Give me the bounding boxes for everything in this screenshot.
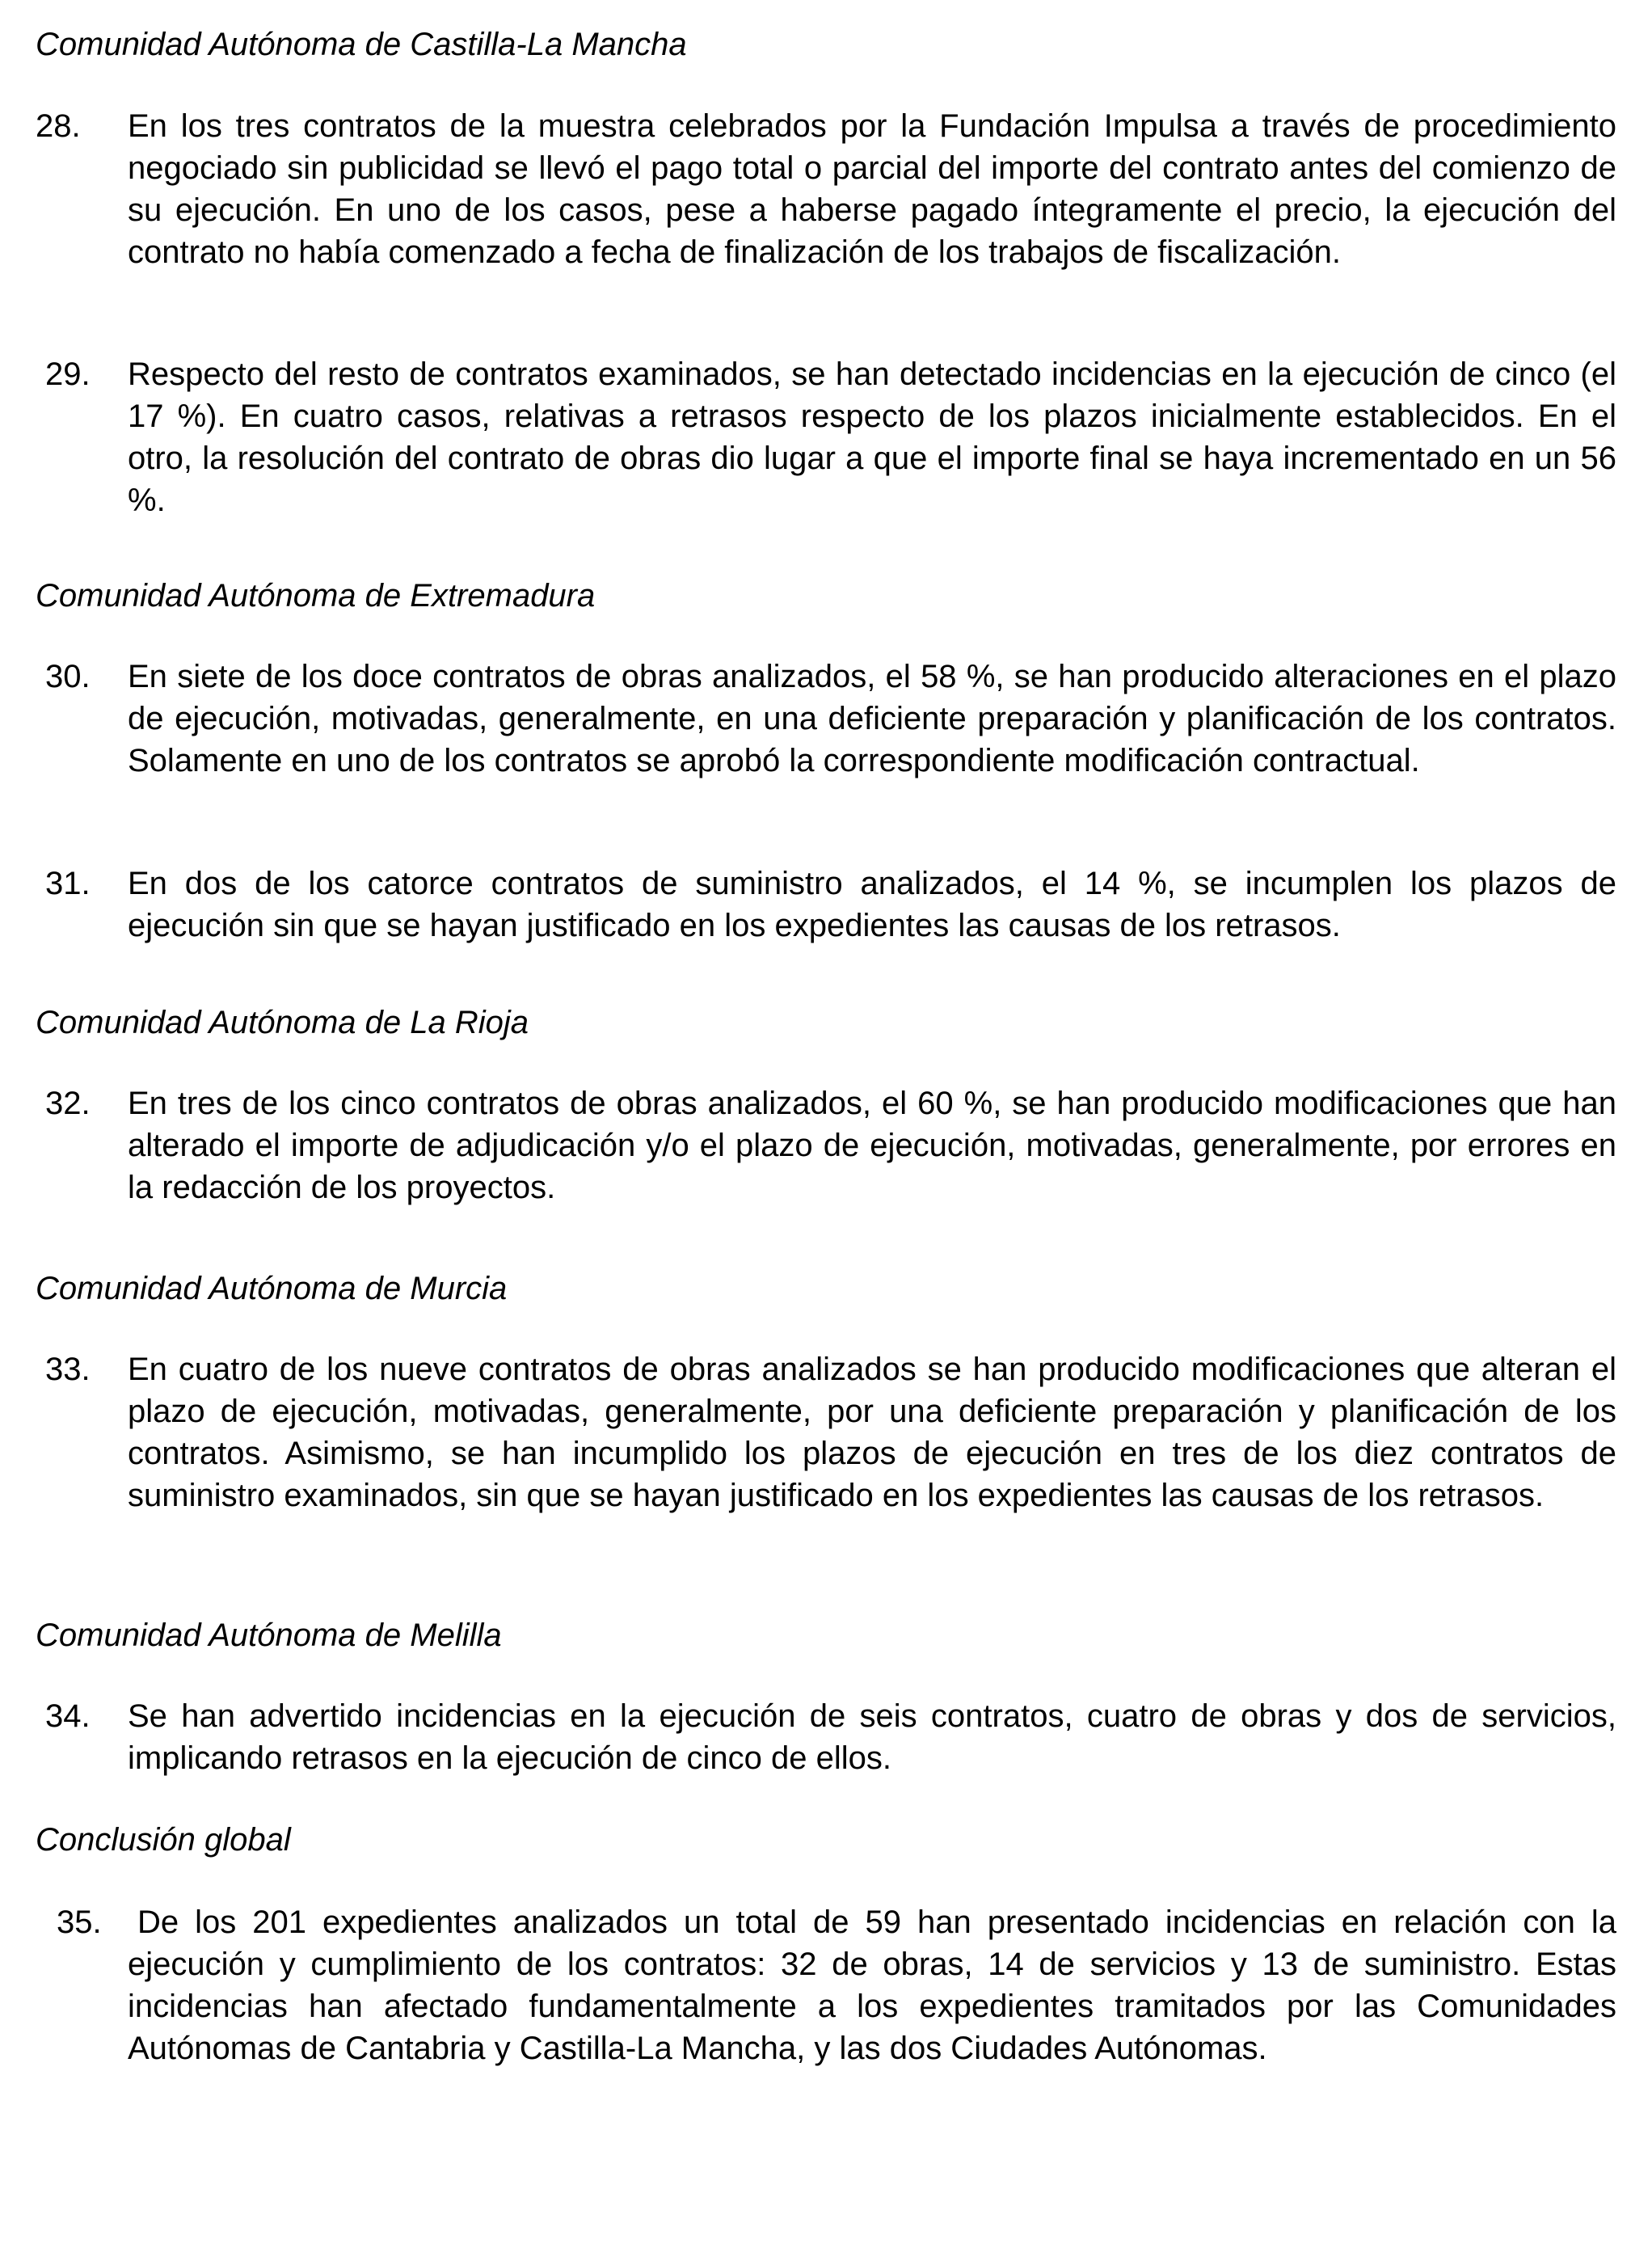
paragraph-number: 35.: [57, 1904, 102, 1940]
paragraph-number: 34.: [45, 1698, 91, 1734]
paragraph-text: Respecto del resto de contratos examinados, se han detectado incidencias en la ejecución de cinco (el 17 %). En cuatro casos, relativas a retrasos respecto de los plazos inicialmente establecidos. En el otro, la resolución del contrato de obras dio lugar a que el importe final se haya incrementado en un 56 %.: [128, 356, 1616, 518]
paragraph-number: 31.: [45, 866, 91, 901]
paragraph-text: Se han advertido incidencias en la ejecución de seis contratos, cuatro de obras y dos de servicios, implicando retrasos en la ejecución de cinco de ellos.: [128, 1698, 1616, 1776]
paragraph-text: En cuatro de los nueve contratos de obras analizados se han producido modificaciones que alteran el plazo de ejecución, motivadas, generalmente, por una deficiente preparación y planificación de los contratos. Asimismo, se han incumplido los plazos de ejecución en tres de los diez contratos de suministro examinados, sin que se hayan justificado en los expedientes las causas de los retrasos.: [128, 1352, 1616, 1513]
paragraph-number: 29.: [45, 356, 91, 392]
paragraph-number: 28.: [36, 108, 81, 144]
paragraph-text: En tres de los cinco contratos de obras analizados, el 60 %, se han producido modificaciones que han alterado el importe de adjudicación y/o el plazo de ejecución, motivadas, generalmente, por errores en la redacción de los proyectos.: [128, 1086, 1616, 1205]
paragraph-number: 32.: [45, 1086, 91, 1121]
section-heading-murcia: Comunidad Autónoma de Murcia: [36, 1271, 508, 1306]
paragraph-text: En dos de los catorce contratos de suministro analizados, el 14 %, se incumplen los plazos de ejecución sin que se hayan justificado en los expedientes las causas de los retrasos.: [128, 866, 1616, 943]
section-heading-la-rioja: Comunidad Autónoma de La Rioja: [36, 1005, 529, 1040]
section-heading-extremadura: Comunidad Autónoma de Extremadura: [36, 578, 596, 614]
section-heading-melilla: Comunidad Autónoma de Melilla: [36, 1618, 502, 1653]
paragraph-number: 30.: [45, 659, 91, 694]
section-heading-castilla-la-mancha: Comunidad Autónoma de Castilla-La Mancha: [36, 27, 687, 62]
paragraph-number: 33.: [45, 1352, 91, 1387]
section-heading-conclusion-global: Conclusión global: [36, 1822, 291, 1858]
paragraph-text: En siete de los doce contratos de obras analizados, el 58 %, se han producido alteraciones en el plazo de ejecución, motivadas, generalmente, en una deficiente preparación y planificación de los contratos. Solamente en uno de los contratos se aprobó la correspondiente modificación contractual.: [128, 659, 1616, 778]
paragraph-text: En los tres contratos de la muestra celebrados por la Fundación Impulsa a través de procedimiento negociado sin publicidad se llevó el pago total o parcial del importe del contrato antes del comienzo de su ejecución. En uno de los casos, pese a haberse pagado íntegramente el precio, la ejecución del contrato no había comenzado a fecha de finalización de los trabajos de fiscalización.: [128, 108, 1616, 270]
paragraph-text: De los 201 expedientes analizados un total de 59 han presentado incidencias en relación con la ejecución y cumplimiento de los contratos: 32 de obras, 14 de servicios y 13 de suministro. Estas incidencias han afectado fundamentalmente a los expedientes tramitados por las Comunidades Autónomas de Cantabria y Castilla-La Mancha, y las dos Ciudades Autónomas.: [128, 1904, 1616, 2066]
